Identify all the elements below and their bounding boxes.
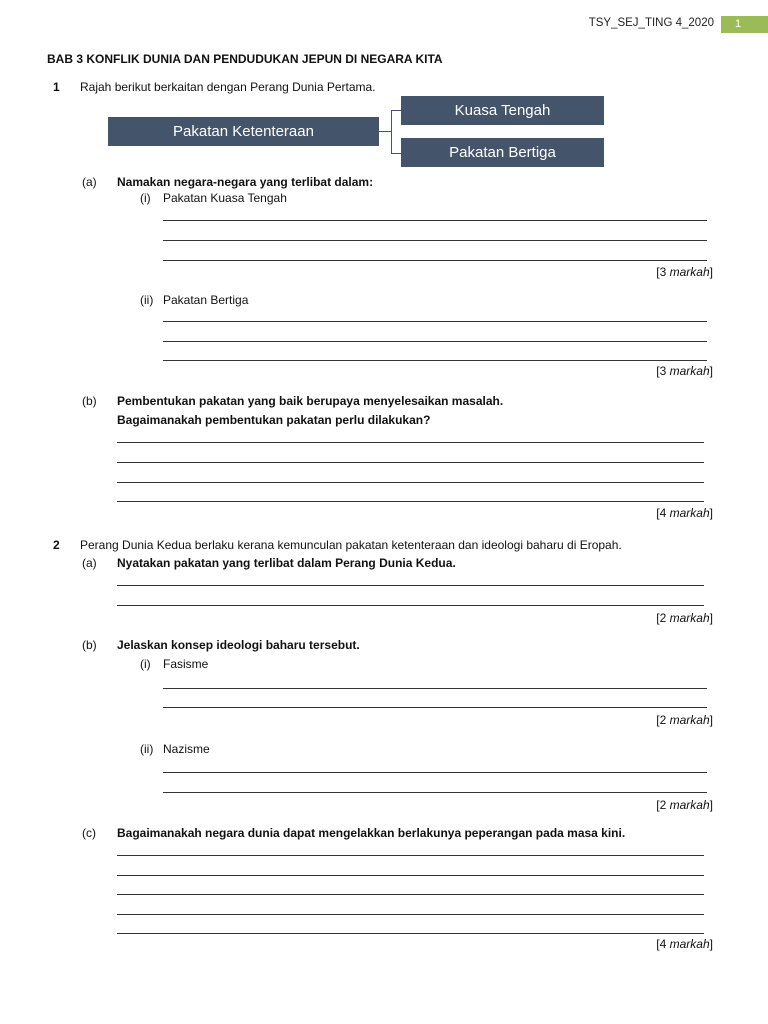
q2b-i-label: (i) bbox=[140, 657, 151, 671]
document-code: TSY_SEJ_TING 4_2020 bbox=[588, 17, 714, 29]
answer-line[interactable] bbox=[163, 707, 707, 708]
q1a-i-label: (i) bbox=[140, 191, 151, 205]
q2c-label: (c) bbox=[82, 826, 96, 840]
q1b-label: (b) bbox=[82, 394, 97, 408]
q1a-ii-label: (ii) bbox=[140, 293, 154, 307]
q1a-label: (a) bbox=[82, 175, 97, 189]
answer-line[interactable] bbox=[117, 482, 704, 483]
answer-line[interactable] bbox=[163, 341, 707, 342]
diagram-box-kuasa-tengah: Kuasa Tengah bbox=[401, 96, 604, 125]
answer-line[interactable] bbox=[117, 894, 704, 895]
answer-line[interactable] bbox=[117, 462, 704, 463]
q2a-label: (a) bbox=[82, 556, 97, 570]
question-2-text: Perang Dunia Kedua berlaku kerana kemunculan pakatan ketenteraan dan ideologi baharu di Eropah. bbox=[80, 538, 622, 552]
question-2-number: 2 bbox=[53, 538, 60, 552]
q1a-ii-marks: [3 markah] bbox=[656, 364, 713, 378]
answer-line[interactable] bbox=[117, 875, 704, 876]
chapter-title: BAB 3 KONFLIK DUNIA DAN PENDUDUKAN JEPUN DI NEGARA KITA bbox=[47, 52, 443, 66]
q2c-marks: [4 markah] bbox=[656, 937, 713, 951]
answer-line[interactable] bbox=[117, 442, 704, 443]
answer-line[interactable] bbox=[117, 501, 704, 502]
q2b-label: (b) bbox=[82, 638, 97, 652]
q2b-ii-label: (ii) bbox=[140, 742, 154, 756]
q1a-i-marks: [3 markah] bbox=[656, 265, 713, 279]
diagram-connector-stem bbox=[379, 131, 391, 132]
q2b-i-marks: [2 markah] bbox=[656, 713, 713, 727]
answer-line[interactable] bbox=[163, 321, 707, 322]
diagram-main-box: Pakatan Ketenteraan bbox=[108, 117, 379, 146]
answer-line[interactable] bbox=[163, 260, 707, 261]
answer-line[interactable] bbox=[117, 933, 704, 934]
q1b-text-2: Bagaimanakah pembentukan pakatan perlu dilakukan? bbox=[117, 413, 431, 427]
q2a-marks: [2 markah] bbox=[656, 611, 713, 625]
q1a-ii-text: Pakatan Bertiga bbox=[163, 293, 249, 307]
q1b-text-1: Pembentukan pakatan yang baik berupaya menyelesaikan masalah. bbox=[117, 394, 504, 408]
answer-line[interactable] bbox=[117, 585, 704, 586]
question-1-number: 1 bbox=[53, 80, 60, 94]
q2b-text: Jelaskan konsep ideologi baharu tersebut. bbox=[117, 638, 360, 652]
q1a-i-text: Pakatan Kuasa Tengah bbox=[163, 191, 287, 205]
answer-line[interactable] bbox=[163, 360, 707, 361]
answer-line[interactable] bbox=[117, 605, 704, 606]
q2a-text: Nyatakan pakatan yang terlibat dalam Perang Dunia Kedua. bbox=[117, 556, 456, 570]
q2c-text: Bagaimanakah negara dunia dapat mengelakkan berlakunya peperangan pada masa kini. bbox=[117, 826, 626, 840]
answer-line[interactable] bbox=[163, 688, 707, 689]
answer-line[interactable] bbox=[117, 855, 704, 856]
answer-line[interactable] bbox=[117, 914, 704, 915]
answer-line[interactable] bbox=[163, 220, 707, 221]
q2b-ii-text: Nazisme bbox=[163, 742, 210, 756]
answer-line[interactable] bbox=[163, 240, 707, 241]
q2b-i-text: Fasisme bbox=[163, 657, 209, 671]
q1b-marks: [4 markah] bbox=[656, 506, 713, 520]
q2b-ii-marks: [2 markah] bbox=[656, 798, 713, 812]
answer-line[interactable] bbox=[163, 792, 707, 793]
page-number-badge: 1 bbox=[721, 16, 768, 33]
diagram-box-pakatan-bertiga: Pakatan Bertiga bbox=[401, 138, 604, 167]
q1a-text: Namakan negara-negara yang terlibat dalam: bbox=[117, 175, 374, 189]
answer-line[interactable] bbox=[163, 772, 707, 773]
question-1-text: Rajah berikut berkaitan dengan Perang Dunia Pertama. bbox=[80, 80, 376, 94]
